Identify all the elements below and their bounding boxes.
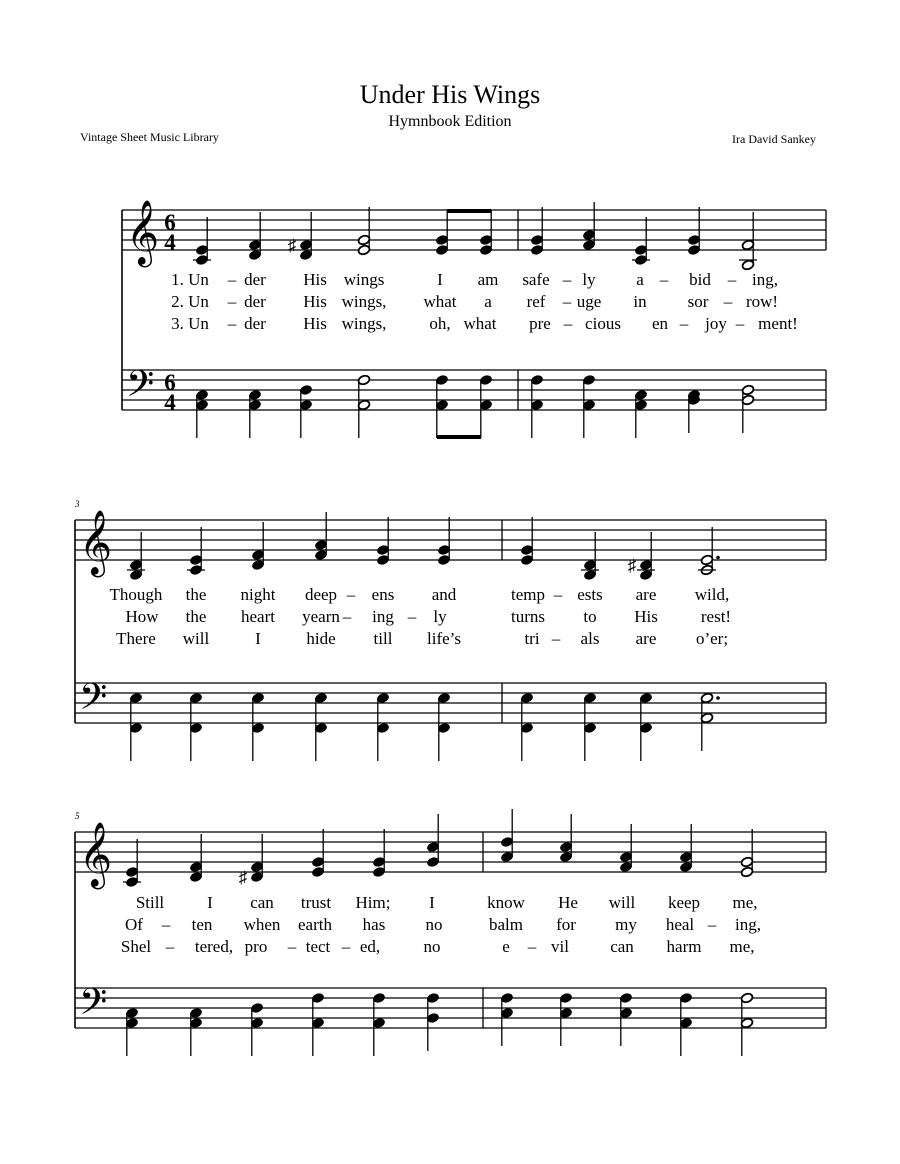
lyric-syllable: no: [423, 937, 441, 956]
lyric-syllable: wings,: [341, 314, 387, 333]
lyric-syllable: wild,: [694, 585, 730, 604]
lyric-hyphen: –: [723, 292, 733, 311]
lyric-syllable: till: [373, 629, 393, 648]
lyric-syllable: balm: [489, 915, 523, 934]
lyric-syllable: wings: [343, 270, 385, 289]
time-signature-bottom: 4: [164, 390, 176, 415]
lyric-syllable: are: [635, 629, 657, 648]
beam: [447, 209, 491, 213]
lyric-syllable: der: [244, 292, 266, 311]
lyric-syllable: ment!: [758, 314, 798, 333]
lyric-syllable: wings,: [341, 292, 387, 311]
lyric-syllable: and: [431, 585, 457, 604]
lyric-hyphen: –: [553, 585, 563, 604]
system-2: [74, 499, 826, 761]
lyric-syllable: joy: [705, 314, 727, 333]
lyric-syllable: trust: [300, 893, 332, 912]
lyric-syllable: ing,: [735, 915, 761, 934]
lyric-hyphen: –: [341, 937, 351, 956]
lyric-syllable: als: [580, 629, 600, 648]
lyric-syllable: 3. Un: [171, 314, 209, 333]
lyric-syllable: en: [651, 314, 669, 333]
bass-clef: 𝄢: [126, 364, 155, 413]
sharp-sign: ♯: [238, 868, 248, 887]
lyric-syllable: bid: [689, 270, 711, 289]
lyric-syllable: der: [244, 270, 266, 289]
lyric-syllable: How: [125, 607, 159, 626]
treble-clef: 𝄞: [126, 202, 160, 264]
lyric-hyphen: –: [227, 292, 237, 311]
lyric-syllable: 2. Un: [171, 292, 209, 311]
lyric-syllable: me,: [732, 893, 758, 912]
lyric-syllable: a: [484, 292, 492, 311]
lyric-hyphen: –: [165, 937, 175, 956]
lyric-hyphen: –: [707, 915, 717, 934]
lyric-syllable: in: [633, 292, 647, 311]
lyric-syllable: what: [423, 292, 457, 311]
lyric-syllable: cious: [585, 314, 621, 333]
hymn-subtitle: Hymnbook Edition: [388, 113, 512, 130]
lyric-syllable: earth: [298, 915, 332, 934]
lyric-syllable: o’er;: [695, 629, 729, 648]
lyric-hyphen: –: [735, 314, 745, 333]
lyric-syllable: I: [437, 270, 443, 289]
measure-number: 3: [75, 499, 80, 509]
lyric-syllable: ing: [372, 607, 394, 626]
lyric-syllable: ed,: [359, 937, 381, 956]
lyric-syllable: vil: [551, 937, 569, 956]
hymn-title: Under His Wings: [359, 80, 541, 109]
lyric-syllable: I: [255, 629, 261, 648]
treble-clef: 𝄞: [79, 512, 113, 574]
lyric-hyphen: –: [227, 314, 237, 333]
time-signature-bottom: 4: [164, 230, 176, 255]
lyric-syllable: deep: [304, 585, 338, 604]
lyric-syllable: pre: [529, 314, 551, 333]
lyric-syllable: 1. Un: [171, 270, 209, 289]
lyric-syllable: His: [303, 314, 327, 333]
lyric-syllable: night: [240, 585, 276, 604]
system-3: [75, 809, 826, 1056]
lyric-syllable: tered,: [194, 937, 234, 956]
time-signature-top: 6: [164, 370, 176, 395]
lyric-syllable: sor: [687, 292, 709, 311]
lyric-hyphen: –: [161, 915, 171, 934]
lyric-syllable: the: [185, 607, 207, 626]
lyric-hyphen: –: [346, 585, 356, 604]
lyric-syllable: yearn: [302, 607, 340, 626]
lyric-syllable: I: [429, 893, 435, 912]
lyric-syllable: Him;: [355, 893, 391, 912]
lyric-syllable: me,: [729, 937, 755, 956]
lyric-syllable: pro: [244, 937, 268, 956]
lyric-hyphen: –: [407, 607, 417, 626]
lyric-hyphen: –: [527, 937, 537, 956]
lyric-syllable: no: [425, 915, 443, 934]
lyric-syllable: His: [634, 607, 658, 626]
lyric-syllable: He: [558, 893, 578, 912]
lyric-syllable: Still: [135, 893, 165, 912]
beam: [437, 435, 481, 439]
lyric-syllable: ref: [526, 292, 546, 311]
lyric-syllable: will: [608, 893, 636, 912]
lyric-syllable: His: [303, 292, 327, 311]
lyric-syllable: a: [636, 270, 644, 289]
lyric-syllable: know: [487, 893, 525, 912]
bass-clef: 𝄢: [79, 677, 108, 726]
lyric-syllable: will: [182, 629, 210, 648]
lyric-syllable: turns: [511, 607, 545, 626]
lyric-syllable: rest!: [700, 607, 732, 626]
lyric-syllable: There: [116, 629, 156, 648]
time-signature-top: 6: [164, 210, 176, 235]
lyric-syllable: I: [207, 893, 213, 912]
lyric-syllable: ens: [371, 585, 395, 604]
lyric-syllable: am: [477, 270, 499, 289]
lyric-syllable: for: [556, 915, 576, 934]
lyric-syllable: ests: [577, 585, 603, 604]
lyric-hyphen: –: [563, 314, 573, 333]
lyric-syllable: Shel: [120, 937, 152, 956]
lyric-syllable: ly: [582, 270, 596, 289]
lyric-syllable: can: [250, 893, 274, 912]
lyric-syllable: the: [185, 585, 207, 604]
system-1: [122, 200, 826, 439]
lyric-syllable: tect: [305, 937, 331, 956]
lyric-syllable: heart: [241, 607, 275, 626]
sharp-sign: ♯: [287, 236, 297, 255]
lyric-syllable: ing,: [752, 270, 778, 289]
treble-clef: 𝄞: [79, 824, 113, 886]
lyric-syllable: when: [243, 915, 281, 934]
lyric-hyphen: –: [562, 270, 572, 289]
lyric-syllable: e: [502, 937, 510, 956]
composer-credit: Ira David Sankey: [732, 132, 816, 146]
lyric-hyphen: –: [342, 607, 352, 626]
lyric-syllable: Of: [125, 915, 143, 934]
lyric-hyphen: –: [227, 270, 237, 289]
measure-number: 5: [75, 811, 80, 821]
lyric-syllable: tri: [524, 629, 540, 648]
lyric-hyphen: –: [562, 292, 572, 311]
lyric-syllable: His: [303, 270, 327, 289]
lyric-syllable: has: [362, 915, 386, 934]
lyric-syllable: temp: [511, 585, 545, 604]
lyric-syllable: ly: [433, 607, 447, 626]
lyric-syllable: harm: [666, 937, 702, 956]
dot: [716, 556, 720, 560]
lyric-hyphen: –: [727, 270, 737, 289]
lyric-syllable: heal: [665, 915, 695, 934]
lyric-syllable: life’s: [427, 629, 461, 648]
lyric-syllable: keep: [667, 893, 701, 912]
lyric-syllable: are: [635, 585, 657, 604]
lyric-hyphen: –: [287, 937, 297, 956]
lyric-syllable: der: [244, 314, 266, 333]
lyric-syllable: Though: [109, 585, 163, 604]
lyric-syllable: safe: [522, 270, 550, 289]
dot: [716, 696, 720, 700]
lyric-hyphen: –: [659, 270, 669, 289]
lyric-syllable: my: [615, 915, 637, 934]
lyric-syllable: to: [583, 607, 597, 626]
lyric-syllable: oh,: [429, 314, 451, 333]
lyric-syllable: hide: [306, 629, 336, 648]
bass-clef: 𝄢: [79, 982, 108, 1031]
library-credit: Vintage Sheet Music Library: [80, 130, 219, 144]
lyric-hyphen: –: [551, 629, 561, 648]
lyric-syllable: uge: [576, 292, 602, 311]
lyric-syllable: ten: [191, 915, 213, 934]
lyric-syllable: what: [463, 314, 497, 333]
sharp-sign: ♯: [627, 556, 637, 575]
lyric-hyphen: –: [679, 314, 689, 333]
lyric-syllable: row!: [745, 292, 779, 311]
lyric-syllable: can: [610, 937, 634, 956]
